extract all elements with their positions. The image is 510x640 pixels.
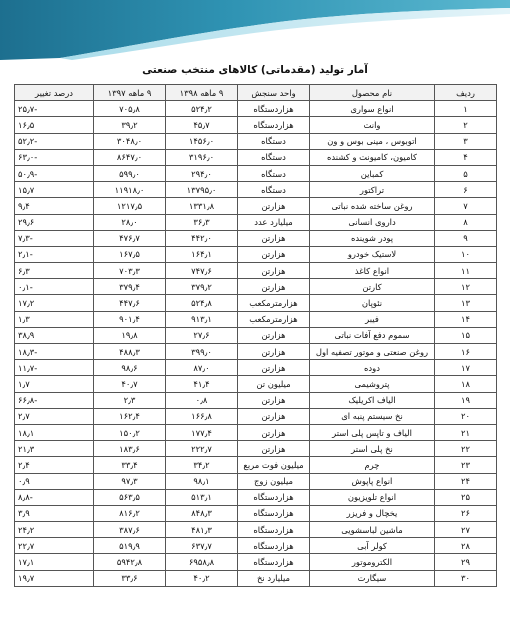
percent-change-cell: ۹٫۴ <box>15 198 94 214</box>
value-1398-cell: ۱۳۷۹۵٫۰ <box>166 182 238 198</box>
product-name-cell: الکتروموتور <box>310 554 435 570</box>
product-name-cell: انواع سواری <box>310 101 435 117</box>
table-row <box>15 117 497 133</box>
value-1398-cell: ۳۶٫۳ <box>166 214 238 230</box>
value-1397-cell: ۳۰۴۸٫۰ <box>94 133 166 149</box>
unit-cell: هزارتن <box>238 246 310 262</box>
production-table <box>14 84 497 587</box>
unit-cell: هزارتن <box>238 327 310 343</box>
percent-change-cell: -۸٫۸ <box>15 489 94 505</box>
unit-cell: هزارتن <box>238 441 310 457</box>
table-row <box>15 360 497 376</box>
percent-change-cell: ۱٫۷ <box>15 376 94 392</box>
row-number-cell: ۵ <box>435 165 497 181</box>
unit-cell: هزارتن <box>238 344 310 360</box>
table-row <box>15 392 497 408</box>
value-1397-cell: ۳۳٫۶ <box>94 570 166 586</box>
value-1398-cell: ۴۱٫۴ <box>166 376 238 392</box>
row-number-cell: ۲۳ <box>435 457 497 473</box>
percent-change-cell: ۱۷٫۲ <box>15 295 94 311</box>
value-1398-cell: ۳۷۹٫۲ <box>166 279 238 295</box>
product-name-cell: روغن ساخته شده نباتی <box>310 198 435 214</box>
table-header-row <box>15 85 497 101</box>
value-1398-cell: ۶۹۵۸٫۸ <box>166 554 238 570</box>
header-unit: واحد سنجش <box>238 85 310 101</box>
unit-cell: هزارتن <box>238 230 310 246</box>
unit-cell: میلیون تن <box>238 376 310 392</box>
product-name-cell: الیاف اکریلیک <box>310 392 435 408</box>
row-number-cell: ۱ <box>435 101 497 117</box>
product-name-cell: تراکتور <box>310 182 435 198</box>
value-1398-cell: ۴۴۲٫۰ <box>166 230 238 246</box>
value-1398-cell: ۹۱۳٫۱ <box>166 311 238 327</box>
value-1397-cell: ۵۹۴۲٫۸ <box>94 554 166 570</box>
percent-change-cell: ۱۹٫۷ <box>15 570 94 586</box>
product-name-cell: کامیون، کامیونت و کشنده <box>310 149 435 165</box>
percent-change-cell: ۱۸٫۱ <box>15 424 94 440</box>
unit-cell: هزارتن <box>238 263 310 279</box>
value-1398-cell: ۵۱۳٫۱ <box>166 489 238 505</box>
unit-cell: هزارتن <box>238 198 310 214</box>
row-number-cell: ۲۰ <box>435 408 497 424</box>
value-1397-cell: ۱۸۳٫۶ <box>94 441 166 457</box>
header-product-name: نام محصول <box>310 85 435 101</box>
unit-cell: دستگاه <box>238 133 310 149</box>
value-1397-cell: ۳۹٫۲ <box>94 117 166 133</box>
table-row <box>15 408 497 424</box>
value-1397-cell: ۱۶۷٫۵ <box>94 246 166 262</box>
value-1398-cell: ۱۶۶٫۸ <box>166 408 238 424</box>
percent-change-cell: ۳٫۹ <box>15 505 94 521</box>
percent-change-cell: ۲٫۷ <box>15 408 94 424</box>
unit-cell: هزارتن <box>238 408 310 424</box>
row-number-cell: ۱۲ <box>435 279 497 295</box>
unit-cell: هزارتن <box>238 424 310 440</box>
row-number-cell: ۱۷ <box>435 360 497 376</box>
product-name-cell: الیاف و تاپس پلی استر <box>310 424 435 440</box>
table-row <box>15 133 497 149</box>
table-row <box>15 214 497 230</box>
product-name-cell: پتروشیمی <box>310 376 435 392</box>
row-number-cell: ۲۲ <box>435 441 497 457</box>
row-number-cell: ۱۴ <box>435 311 497 327</box>
product-name-cell: وانت <box>310 117 435 133</box>
value-1397-cell: ۴۰٫۷ <box>94 376 166 392</box>
row-number-cell: ۲۹ <box>435 554 497 570</box>
value-1398-cell: ۹۸٫۱ <box>166 473 238 489</box>
row-number-cell: ۲۴ <box>435 473 497 489</box>
unit-cell: میلیون زوج <box>238 473 310 489</box>
value-1397-cell: ۵۱۹٫۹ <box>94 538 166 554</box>
value-1398-cell: ۱۴۵۶٫۰ <box>166 133 238 149</box>
percent-change-cell: ۲۲٫۷ <box>15 538 94 554</box>
table-row <box>15 279 497 295</box>
value-1398-cell: ۸۷٫۰ <box>166 360 238 376</box>
row-number-cell: ۱۰ <box>435 246 497 262</box>
product-name-cell: نئوپان <box>310 295 435 311</box>
value-1397-cell: ۸۱۶٫۲ <box>94 505 166 521</box>
unit-cell: میلیارد عدد <box>238 214 310 230</box>
value-1398-cell: ۴۸۱٫۳ <box>166 522 238 538</box>
table-row <box>15 165 497 181</box>
table-row <box>15 376 497 392</box>
table-row <box>15 246 497 262</box>
percent-change-cell: ۲٫۴ <box>15 457 94 473</box>
table-row <box>15 424 497 440</box>
percent-change-cell: -۵۲٫۲ <box>15 133 94 149</box>
header-banner <box>0 0 510 60</box>
table-row <box>15 230 497 246</box>
value-1398-cell: ۲۲۲٫۷ <box>166 441 238 457</box>
product-name-cell: داروی انسانی <box>310 214 435 230</box>
value-1397-cell: ۷۰۳٫۳ <box>94 263 166 279</box>
percent-change-cell: -۲٫۱ <box>15 246 94 262</box>
percent-change-cell: ۲۴٫۲ <box>15 522 94 538</box>
header-9m-1397: ۹ ماهه ۱۳۹۷ <box>94 85 166 101</box>
row-number-cell: ۴ <box>435 149 497 165</box>
table-row <box>15 149 497 165</box>
row-number-cell: ۲۷ <box>435 522 497 538</box>
product-name-cell: کولر آبی <box>310 538 435 554</box>
table-row <box>15 538 497 554</box>
value-1397-cell: ۱۱۹۱۸٫۰ <box>94 182 166 198</box>
unit-cell: هزارمترمکعب <box>238 311 310 327</box>
percent-change-cell: -۱۱٫۷ <box>15 360 94 376</box>
value-1397-cell: ۱۵۰٫۲ <box>94 424 166 440</box>
percent-change-cell: ۱۵٫۷ <box>15 182 94 198</box>
table-row <box>15 101 497 117</box>
product-name-cell: روغن صنعتی و موتور تصفیه اول <box>310 344 435 360</box>
value-1397-cell: ۴۴۷٫۶ <box>94 295 166 311</box>
value-1398-cell: ۳۱۹۶٫۰ <box>166 149 238 165</box>
product-name-cell: اتوبوس ، مینی بوس و ون <box>310 133 435 149</box>
table-row <box>15 554 497 570</box>
unit-cell: دستگاه <box>238 165 310 181</box>
row-number-cell: ۶ <box>435 182 497 198</box>
row-number-cell: ۳ <box>435 133 497 149</box>
table-row <box>15 311 497 327</box>
value-1397-cell: ۸۶۴۷٫۰ <box>94 149 166 165</box>
table-row <box>15 457 497 473</box>
unit-cell: هزارتن <box>238 392 310 408</box>
table-row <box>15 344 497 360</box>
percent-change-cell: ۰٫۹ <box>15 473 94 489</box>
percent-change-cell: ۱۶٫۵ <box>15 117 94 133</box>
value-1397-cell: ۳۷۹٫۴ <box>94 279 166 295</box>
product-name-cell: سموم دفع آفات نباتی <box>310 327 435 343</box>
table-title: آمار تولید (مقدماتی) کالاهای منتخب صنعتی <box>142 64 368 76</box>
percent-change-cell: -۱۸٫۳ <box>15 344 94 360</box>
row-number-cell: ۹ <box>435 230 497 246</box>
product-name-cell: انواع تلویزیون <box>310 489 435 505</box>
unit-cell: هزاردستگاه <box>238 522 310 538</box>
table-row <box>15 489 497 505</box>
row-number-cell: ۲۵ <box>435 489 497 505</box>
value-1397-cell: ۱۶۲٫۴ <box>94 408 166 424</box>
value-1398-cell: ۲۷٫۶ <box>166 327 238 343</box>
percent-change-cell: ۱٫۳ <box>15 311 94 327</box>
unit-cell: هزاردستگاه <box>238 117 310 133</box>
value-1397-cell: ۴۸۸٫۳ <box>94 344 166 360</box>
value-1398-cell: ۱۷۷٫۴ <box>166 424 238 440</box>
value-1397-cell: ۵۹۹٫۰ <box>94 165 166 181</box>
unit-cell: میلیارد نخ <box>238 570 310 586</box>
value-1397-cell: ۴۷۶٫۷ <box>94 230 166 246</box>
value-1397-cell: ۳۳٫۴ <box>94 457 166 473</box>
value-1397-cell: ۷۰۵٫۸ <box>94 101 166 117</box>
table-row <box>15 295 497 311</box>
value-1398-cell: ۳۹۹٫۰ <box>166 344 238 360</box>
product-name-cell: کارتن <box>310 279 435 295</box>
product-name-cell: چرم <box>310 457 435 473</box>
value-1398-cell: ۷۴۷٫۶ <box>166 263 238 279</box>
table-row <box>15 473 497 489</box>
table-row <box>15 522 497 538</box>
product-name-cell: کمباین <box>310 165 435 181</box>
product-name-cell: یخچال و فریزر <box>310 505 435 521</box>
row-number-cell: ۸ <box>435 214 497 230</box>
unit-cell: هزارتن <box>238 279 310 295</box>
row-number-cell: ۱۹ <box>435 392 497 408</box>
row-number-cell: ۳۰ <box>435 570 497 586</box>
value-1397-cell: ۲۸٫۰ <box>94 214 166 230</box>
row-number-cell: ۱۱ <box>435 263 497 279</box>
value-1398-cell: ۵۲۴٫۲ <box>166 101 238 117</box>
table-row <box>15 327 497 343</box>
unit-cell: هزاردستگاه <box>238 554 310 570</box>
product-name-cell: نخ سیستم پنبه ای <box>310 408 435 424</box>
unit-cell: دستگاه <box>238 149 310 165</box>
unit-cell: هزارتن <box>238 360 310 376</box>
product-name-cell: انواع کاغذ <box>310 263 435 279</box>
unit-cell: هزارمترمکعب <box>238 295 310 311</box>
percent-change-cell: -۰٫۱ <box>15 279 94 295</box>
table-row <box>15 198 497 214</box>
percent-change-cell: ۲۱٫۳ <box>15 441 94 457</box>
header-9m-1398: ۹ ماهه ۱۳۹۸ <box>166 85 238 101</box>
value-1398-cell: ۴۰٫۲ <box>166 570 238 586</box>
row-number-cell: ۲۶ <box>435 505 497 521</box>
value-1397-cell: ۲٫۳ <box>94 392 166 408</box>
percent-change-cell: -۶۶٫۸ <box>15 392 94 408</box>
value-1398-cell: ۸۴۸٫۳ <box>166 505 238 521</box>
value-1397-cell: ۱۲۱۷٫۵ <box>94 198 166 214</box>
percent-change-cell: ۱۷٫۱ <box>15 554 94 570</box>
row-number-cell: ۱۶ <box>435 344 497 360</box>
value-1397-cell: ۹۸٫۶ <box>94 360 166 376</box>
unit-cell: هزاردستگاه <box>238 101 310 117</box>
percent-change-cell: ۳۸٫۹ <box>15 327 94 343</box>
table-row <box>15 441 497 457</box>
product-name-cell: دوده <box>310 360 435 376</box>
header-row-number: ردیف <box>435 85 497 101</box>
value-1397-cell: ۱۹٫۸ <box>94 327 166 343</box>
row-number-cell: ۱۸ <box>435 376 497 392</box>
product-name-cell: فیبر <box>310 311 435 327</box>
unit-cell: دستگاه <box>238 182 310 198</box>
value-1398-cell: ۰٫۸ <box>166 392 238 408</box>
header-percent-change: درصد تغییر <box>15 85 94 101</box>
value-1398-cell: ۲۹۴٫۰ <box>166 165 238 181</box>
value-1398-cell: ۶۳۷٫۷ <box>166 538 238 554</box>
product-name-cell: نخ پلی استر <box>310 441 435 457</box>
product-name-cell: انواع پاپوش <box>310 473 435 489</box>
table-row <box>15 263 497 279</box>
row-number-cell: ۲۱ <box>435 424 497 440</box>
unit-cell: میلیون فوت مربع <box>238 457 310 473</box>
value-1398-cell: ۳۴٫۲ <box>166 457 238 473</box>
value-1398-cell: ۵۲۴٫۸ <box>166 295 238 311</box>
product-name-cell: پودر شوینده <box>310 230 435 246</box>
table-row <box>15 570 497 586</box>
row-number-cell: ۱۳ <box>435 295 497 311</box>
value-1397-cell: ۵۶۳٫۵ <box>94 489 166 505</box>
row-number-cell: ۲ <box>435 117 497 133</box>
product-name-cell: ماشین لباسشویی <box>310 522 435 538</box>
value-1398-cell: ۱۳۳۱٫۸ <box>166 198 238 214</box>
percent-change-cell: -۶۳٫۰ <box>15 149 94 165</box>
row-number-cell: ۲۸ <box>435 538 497 554</box>
row-number-cell: ۱۵ <box>435 327 497 343</box>
value-1397-cell: ۳۸۷٫۶ <box>94 522 166 538</box>
unit-cell: هزاردستگاه <box>238 538 310 554</box>
percent-change-cell: ۲۹٫۶ <box>15 214 94 230</box>
table-row <box>15 182 497 198</box>
table-row <box>15 505 497 521</box>
value-1398-cell: ۴۵٫۷ <box>166 117 238 133</box>
percent-change-cell: -۲۵٫۷ <box>15 101 94 117</box>
percent-change-cell: -۷٫۳ <box>15 230 94 246</box>
unit-cell: هزاردستگاه <box>238 505 310 521</box>
percent-change-cell: -۵۰٫۹ <box>15 165 94 181</box>
product-name-cell: سیگارت <box>310 570 435 586</box>
value-1397-cell: ۹۰۱٫۴ <box>94 311 166 327</box>
value-1397-cell: ۹۷٫۳ <box>94 473 166 489</box>
unit-cell: هزاردستگاه <box>238 489 310 505</box>
product-name-cell: لاستیک خودرو <box>310 246 435 262</box>
value-1398-cell: ۱۶۴٫۱ <box>166 246 238 262</box>
row-number-cell: ۷ <box>435 198 497 214</box>
percent-change-cell: ۶٫۳ <box>15 263 94 279</box>
